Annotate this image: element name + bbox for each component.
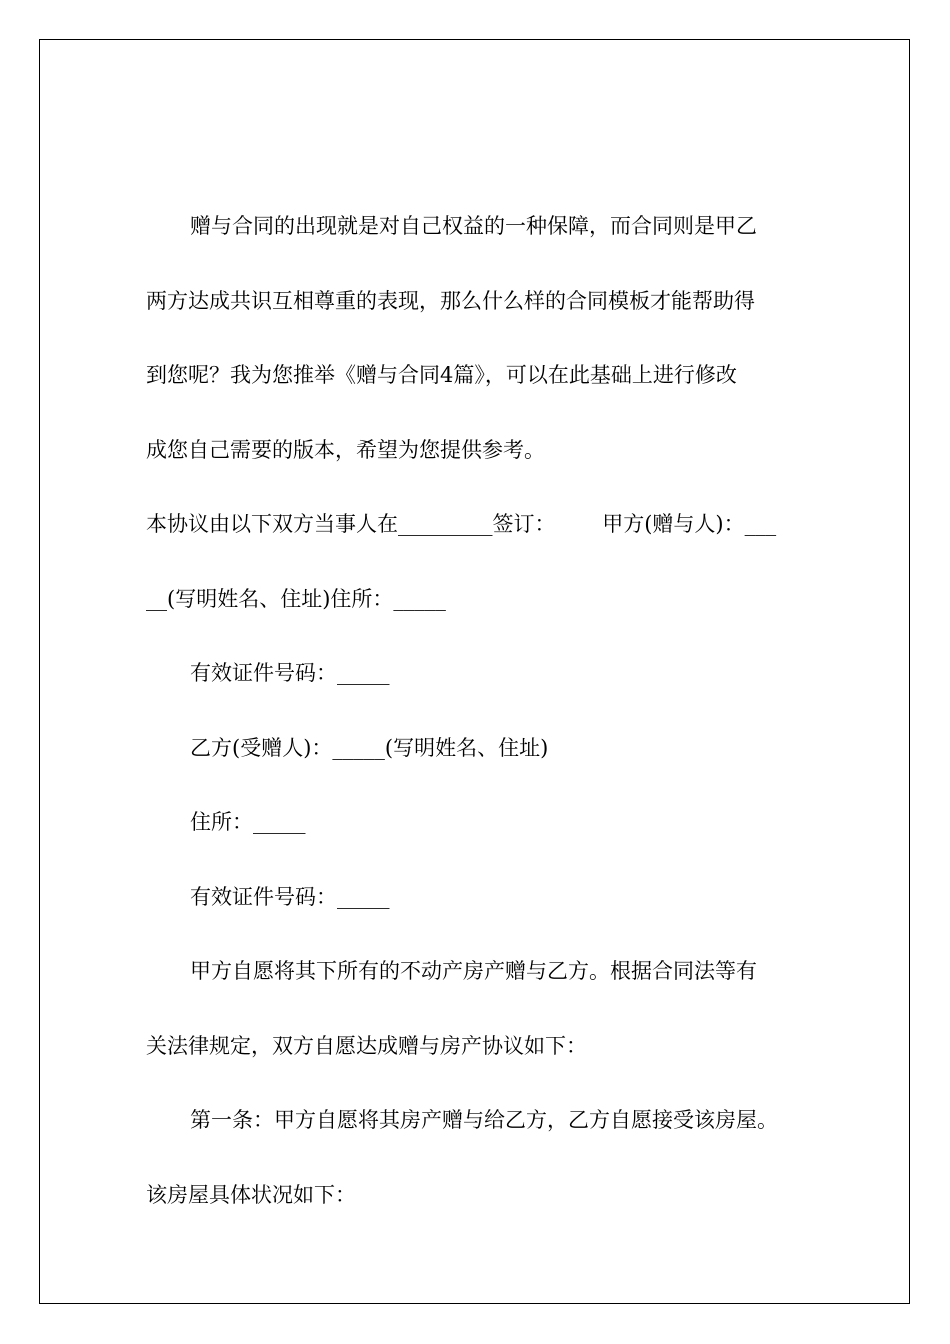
paragraph-line: 第一条：甲方自愿将其房产赠与给乙方，乙方自愿接受该房屋。 <box>190 1108 778 1132</box>
paragraph-line: 本协议由以下双方当事人在_________签订： 甲方(赠与人)：___ <box>146 512 777 536</box>
paragraph-line: 乙方(受赠人)：_____(写明姓名、住址) <box>190 736 549 760</box>
paragraph-line: 有效证件号码：_____ <box>190 885 390 909</box>
document-page <box>39 39 910 1304</box>
paragraph-line: 有效证件号码：_____ <box>190 661 390 685</box>
paragraph-line: __(写明姓名、住址)住所：_____ <box>146 587 446 611</box>
paragraph-line: 甲方自愿将其下所有的不动产房产赠与乙方。根据合同法等有 <box>190 959 757 983</box>
document-body <box>40 40 909 1303</box>
paragraph-line: 关法律规定，双方自愿达成赠与房产协议如下： <box>146 1034 587 1058</box>
paragraph-line: 赠与合同的出现就是对自己权益的一种保障，而合同则是甲乙 <box>190 214 757 238</box>
paragraph-line: 住所：_____ <box>190 810 306 834</box>
paragraph-line: 两方达成共识互相尊重的表现，那么什么样的合同模板才能帮助得 <box>146 289 755 313</box>
paragraph-line: 到您呢？我为您推举《赠与合同4篇》，可以在此基础上进行修改 <box>146 363 737 387</box>
paragraph-line: 该房屋具体状况如下： <box>146 1183 356 1207</box>
paragraph-line: 成您自己需要的版本，希望为您提供参考。 <box>146 438 545 462</box>
